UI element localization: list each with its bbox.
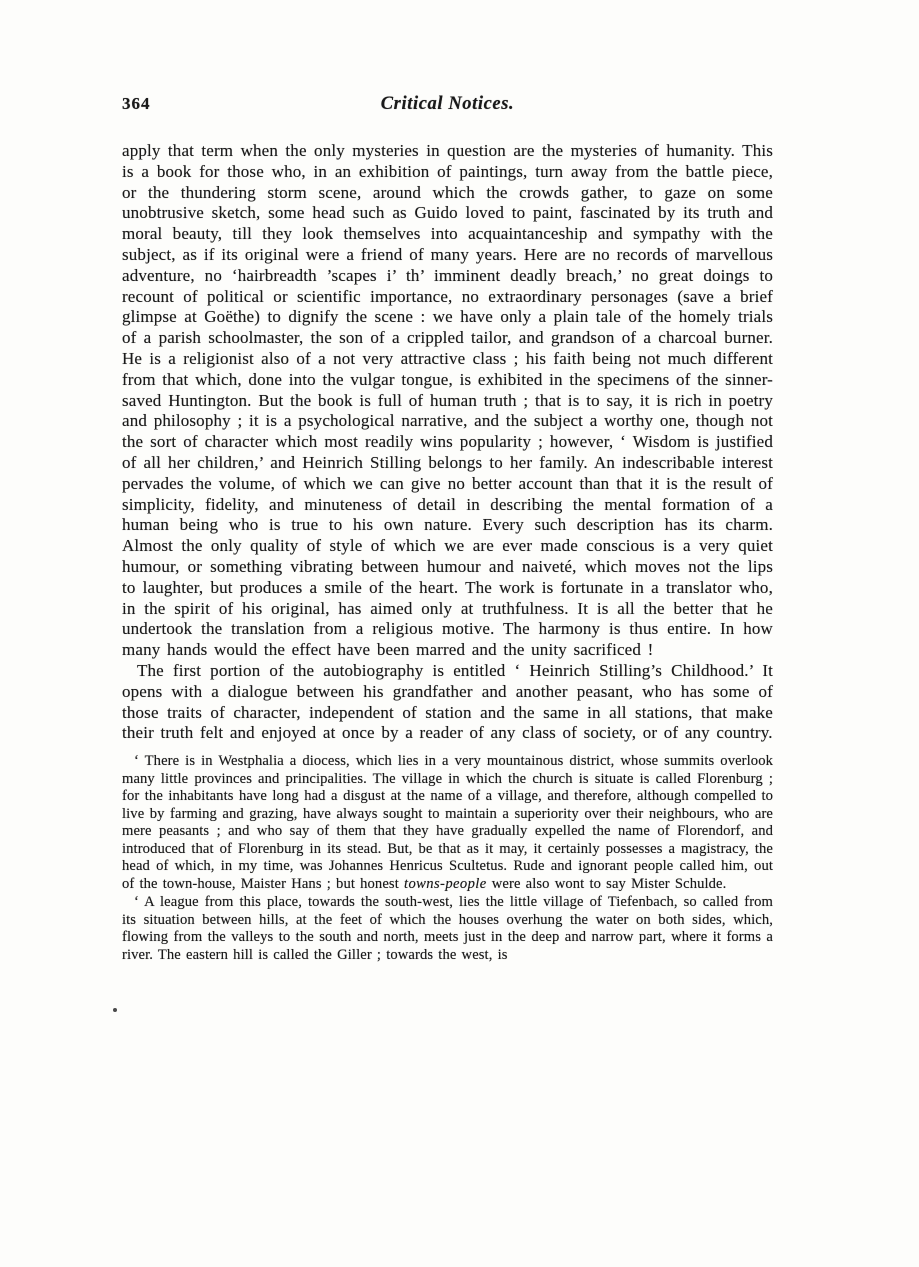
excerpt-paragraph (122, 753, 773, 893)
excerpt-paragraph: ‘ A league from this place, towards the south-west, lies the little village of Tiefenbach, so called from its situation between hills, at the feet of which the houses overhung the water on both sides, which, flowing from the valleys to the south and north, meets just in the deep and narrow part, where it forms a river. The eastern hill is called the Giller ; towards the west, is (122, 894, 773, 963)
body-paragraph: The first portion of the autobiography is entitled ‘ Heinrich Stilling’s Childhood.’ It opens with a dialogue between his grandfather and another peasant, who has some of those traits of character, independent of station and the same in all stations, that make their truth felt and enjoyed at once by a reader of any class of society, or of any country. (122, 660, 773, 743)
running-title: Critical Notices. (380, 94, 515, 114)
excerpt-italic-phrase: towns-people (404, 875, 487, 892)
quoted-excerpt (122, 753, 773, 964)
page-number: 364 (122, 94, 151, 113)
body-paragraph: apply that term when the only mysteries in question are the mysteries of humanity. This is a book for those who, in an exhibition of paintings, turn away from the battle piece, or the thundering storm scene, around which the crowds gather, to gaze on some unobtrusive sketch, some head such as Guido loved to paint, fascinated by its truth and moral beauty, till they look themselves into acquaintanceship and sympathy with the subject, as if its original were a friend of many years. Here are no records of marvellous adventure, no ‘hairbreadth ’scapes i’ th’ imminent deadly breach,’ no great doings to recount of political or scientific importance, no extraordinary personages (save a brief glimpse at Goëthe) to dignify the scene : we have only a plain tale of the homely trials of a parish schoolmaster, the son of a crippled tailor, and grandson of a charcoal burner. He is a religionist also of a not very attractive class ; his faith being not much different from that which, done into the vulgar tongue, is exhibited in the specimens of the sinner-saved Huntington. But the book is full of human truth ; that is to say, it is rich in poetry and philosophy ; it is a psychological narrative, and the subject a worthy one, though not the sort of character which most readily wins popularity ; however, ‘ Wisdom is justified of all her children,’ and Heinrich Stilling belongs to her family. An indescribable interest pervades the volume, of which we can give no better account than that it is the result of simplicity, fidelity, and minuteness of detail in describing the mental formation of a human being who is true to his own nature. Every such description has its charm. Almost the only quality of style of which we are ever made conscious is a very quiet humour, or something vibrating between humour and naiveté, which moves not the lips to laughter, but produces a smile of the heart. The work is fortunate in a translator who, in the spirit of his original, has aimed only at truthfulness. It is all the better that he undertook the translation from a religious motive. The harmony is thus entire. In how many hands would the effect have been marred and the unity sacrificed ! (122, 141, 773, 660)
excerpt-text: were also wont to say Mister Schulde. (486, 875, 727, 892)
running-head (122, 94, 773, 115)
excerpt-text: ‘ There is in Westphalia a diocess, which lies in a very mountainous district, whose summits overlook many little provinces and principalities. The village in which the church is situate is called Florenburg ; for the inhabitants have long had a disgust at the name of a village, and therefore, although compelled to live by farming and grazing, have always sought to maintain a superiority over their neighbours, who are mere peasants ; and who say of them that they have gradually expelled the name of Florendorf, and introduced that of Florenburg in its stead. But, be that as it may, it certainly possesses a magistracy, the head of which, in my time, was Johannes Henricus Scultetus. Rude and ignorant people called him, out of the town-house, Maister Hans ; but honest (122, 753, 773, 892)
main-text (122, 141, 773, 744)
scan-speckle (113, 1008, 117, 1012)
